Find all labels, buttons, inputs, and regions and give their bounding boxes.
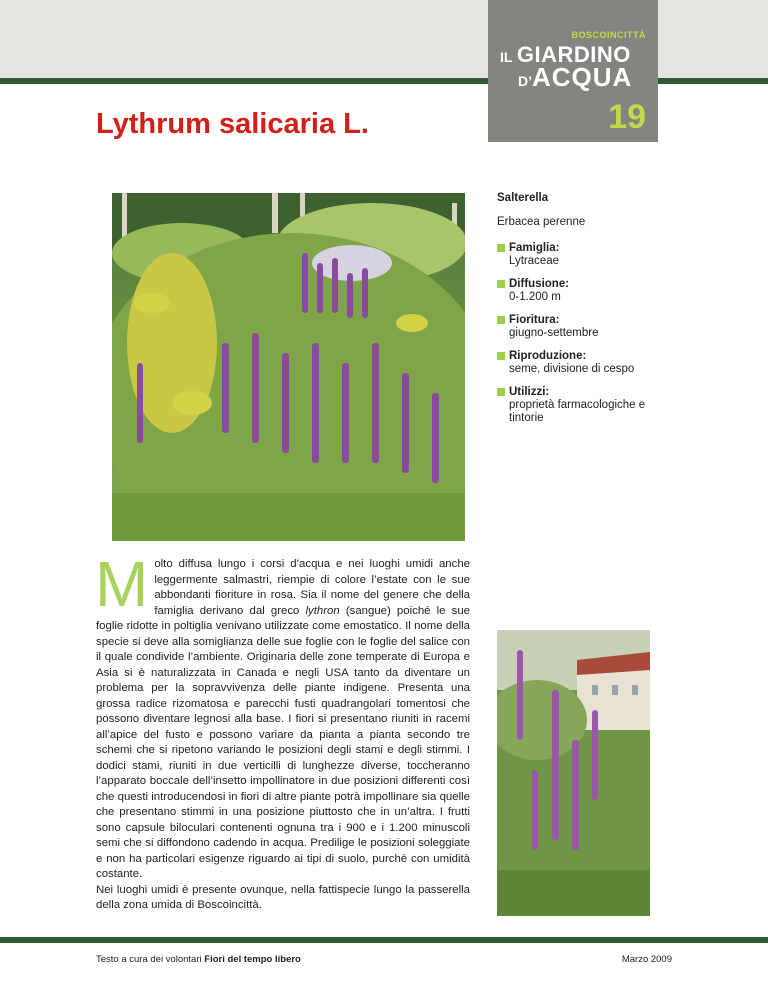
info-list (497, 242, 662, 425)
info-label: Utilizzi: (509, 386, 550, 398)
bullet-square-icon (497, 316, 505, 324)
body-paragraph: Nei luoghi umidi è presente ovunque, nella fattispecie lungo la passerella della zona umida di Boscoincittà. (96, 883, 470, 911)
bullet-square-icon (497, 352, 505, 360)
body-paragraph: Molto diffusa lungo i corsi d’acqua e nei luoghi umidi anche leggermente salmastri, riempie di colore l’estate con le sue abbondanti fioriture in rosa. Sia il nome del genere che della famiglia derivano dal greco lythron (sangue) poiché le sue foglie ridotte in poltiglia venivano utilizzate come emostatico. Il nome della specie si deve alla somiglianza delle sue foglie con le foglie del salice con il quale condivide l’ambiente. Originaria delle zone temperate di Europa e Asia si è naturalizzata in Canada e negli USA tanto da diventare un problema per la sopravvivenza delle piante indigene. Presenta una grossa radice rizomatosa e parecchi fusti quadrangolari tomentosi che possono diventare legnosi alla base. I fiori si presentano riuniti in racemi all’apice del fusto e possono variare da pianta a pianta secondo tre schemi che si ripetono variando le posizioni degli stami e degli stimmi. I dodici stami, riuniti in due verticilli di lunghezze diverse, toccheranno l’apparato boccale dell’insetto impollinatore in due posizioni differenti così che questi introducendosi in fiori di altre piante potrà impollinare sia quelle che presentano stimmi in una posizione piuttosto che in un’altra. I frutti sono capsule biloculari contenenti ognuna tra i 900 e i 1.200 minuscoli semi che si diffondono cadendo in acqua. Predilige le posizioni soleggiate e non ha particolari esigenze riguardo ai tipi di suolo, purchè con umidità costante. (95, 548, 470, 880)
info-value: proprietà farmacologiche e tintorie (509, 399, 646, 424)
info-value: seme, divisione di cespo (509, 363, 635, 375)
volunteer-group: Fiori del tempo libero (204, 954, 301, 965)
footer-rule (0, 937, 768, 943)
series-title-line2 (518, 62, 632, 93)
info-item (497, 350, 662, 376)
secondary-plant-photo (497, 630, 650, 916)
info-item (497, 386, 662, 425)
info-label: Diffusione: (509, 278, 570, 290)
footer-credit: Testo a cura dei volontari Fiori del tempo libero (96, 954, 301, 965)
plant-info-panel (497, 192, 662, 435)
series-acqua: ACQUA (532, 62, 633, 92)
info-item (497, 242, 662, 268)
series-il: IL (500, 49, 513, 65)
info-item (497, 278, 662, 304)
info-label: Riproduzione: (509, 350, 587, 362)
info-label: Fioritura: (509, 314, 560, 326)
footer-date: Marzo 2009 (621, 954, 672, 965)
body-text (95, 548, 470, 914)
series-giardino: GIARDINO (516, 42, 631, 67)
series-d: D’ (518, 73, 532, 89)
bullet-square-icon (497, 244, 505, 252)
common-name: Salterella (497, 192, 549, 204)
sheet-number: 19 (608, 98, 646, 136)
greek-term: lythron (305, 604, 340, 617)
species-title: Lythrum salicaria L. (96, 108, 369, 140)
series-badge (488, 0, 658, 142)
info-item (497, 314, 662, 340)
info-value: giugno-settembre (509, 327, 599, 339)
info-value: Lytraceae (509, 255, 560, 267)
main-plant-photo (112, 193, 465, 541)
brand-name: BOSCOINCITTÀ (571, 30, 646, 40)
info-value: 0-1.200 m (509, 291, 561, 303)
bullet-square-icon (497, 280, 505, 288)
info-label: Famiglia: (509, 242, 560, 254)
drop-cap: M (95, 548, 149, 620)
bullet-square-icon (497, 388, 505, 396)
plant-type: Erbacea perenne (497, 216, 586, 228)
